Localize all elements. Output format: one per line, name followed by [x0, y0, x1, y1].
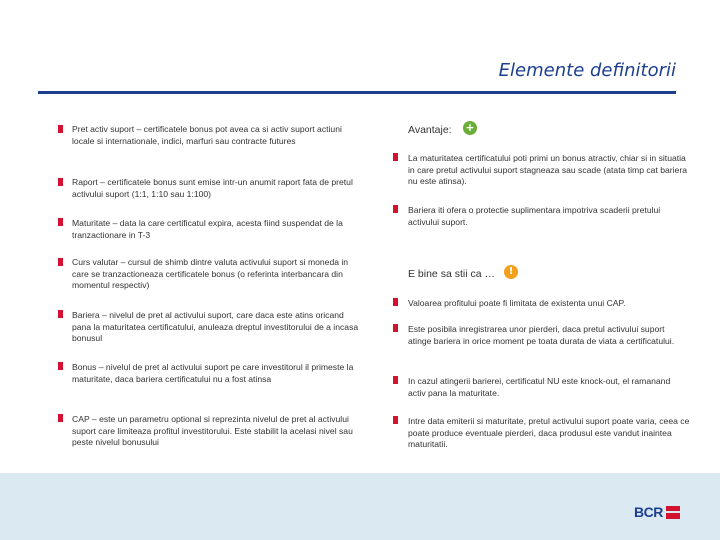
title-divider: [38, 91, 676, 94]
bullet-marker: [393, 298, 398, 306]
bcr-logo: [634, 504, 680, 520]
bullet-marker: [393, 416, 398, 424]
definition-item-maturitate: Maturitate – data la care certificatul expira, acesta fiind suspendat de la tranzactionare in T-3: [72, 218, 343, 240]
definition-item-cap: CAP – este un parametru optional si reprezinta nivelul de pret al activului suport care limiteaza profitul investitorului. Este stabilit la acelasi nivel sau peste nivelul bonusului: [72, 414, 353, 448]
advantage-item: La maturitatea certificatului poti primi un bonus atractiv, chiar si in situatia in care pretul activului suport stagneaza sau scade (atata timp cat bariera nu este atinsa).: [408, 153, 687, 187]
advantage-item: Bariera iti ofera o protectie suplimentara impotriva scaderii pretului activului suport.: [408, 205, 661, 227]
bullet-marker: [58, 125, 63, 133]
definition-item-raport: Raport – certificatele bonus sunt emise intr-un anumit raport fata de pretul activului suport (1:1, 1:10 sau 1:100): [72, 177, 353, 199]
bullet-marker: [58, 414, 63, 422]
caveat-item: Este posibila inregistrarea unor pierderi, daca pretul activului suport atinge bariera in orice moment pe toata durata de viata a certificatului.: [408, 324, 675, 346]
page-title: Elemente definitorii: [498, 60, 676, 81]
caveats-heading: E bine sa stii ca …: [408, 268, 495, 280]
bullet-marker: [58, 258, 63, 266]
definition-item-curs: Curs valutar – cursul de shimb dintre valuta activului suport si moneda in care se tranzactioneaza certificatele bonus (o referinta interbancara din momentul respectiv): [72, 257, 349, 291]
definition-item-bariera: Bariera – nivelul de pret al activului suport, care daca este atins oricand pana la maturitatea certificatului, anuleaza dreptul investitorului de a incasa bonusul: [72, 310, 359, 344]
bullet-marker: [393, 153, 398, 161]
definition-item-bonus: Bonus – nivelul de pret al activului suport pe care investitorul il primeste la maturitate, daca bariera certificatului nu a fost atinsa: [72, 362, 354, 384]
bullet-marker: [58, 178, 63, 186]
bullet-marker: [58, 218, 63, 226]
bullet-marker: [58, 310, 63, 318]
bullet-marker: [393, 324, 398, 332]
warning-icon: !: [504, 265, 518, 279]
caveat-item: Valoarea profitului poate fi limitata de existenta unui CAP.: [408, 298, 626, 308]
caveat-item: In cazul atingerii barierei, certificatul NU este knock-out, el ramanand activ pana la maturitate.: [408, 376, 671, 398]
logo-text: BCR: [634, 504, 663, 520]
logo-mark-icon: [666, 506, 680, 519]
bullet-marker: [393, 205, 398, 213]
plus-icon: +: [463, 121, 477, 135]
bullet-marker: [58, 362, 63, 370]
bullet-marker: [393, 376, 398, 384]
footer-band: [0, 473, 720, 540]
caveat-item: Intre data emiterii si maturitate, pretul activului suport poate varia, ceea ce poate produce eventuale pierderi, daca produsul este vandut inaintea maturitatii.: [408, 416, 690, 450]
definition-item-pret: Pret activ suport – certificatele bonus pot avea ca si activ suport actiuni locale si internationale, indici, marfuri sau contracte futures: [72, 124, 342, 146]
advantages-heading: Avantaje:: [408, 124, 452, 136]
